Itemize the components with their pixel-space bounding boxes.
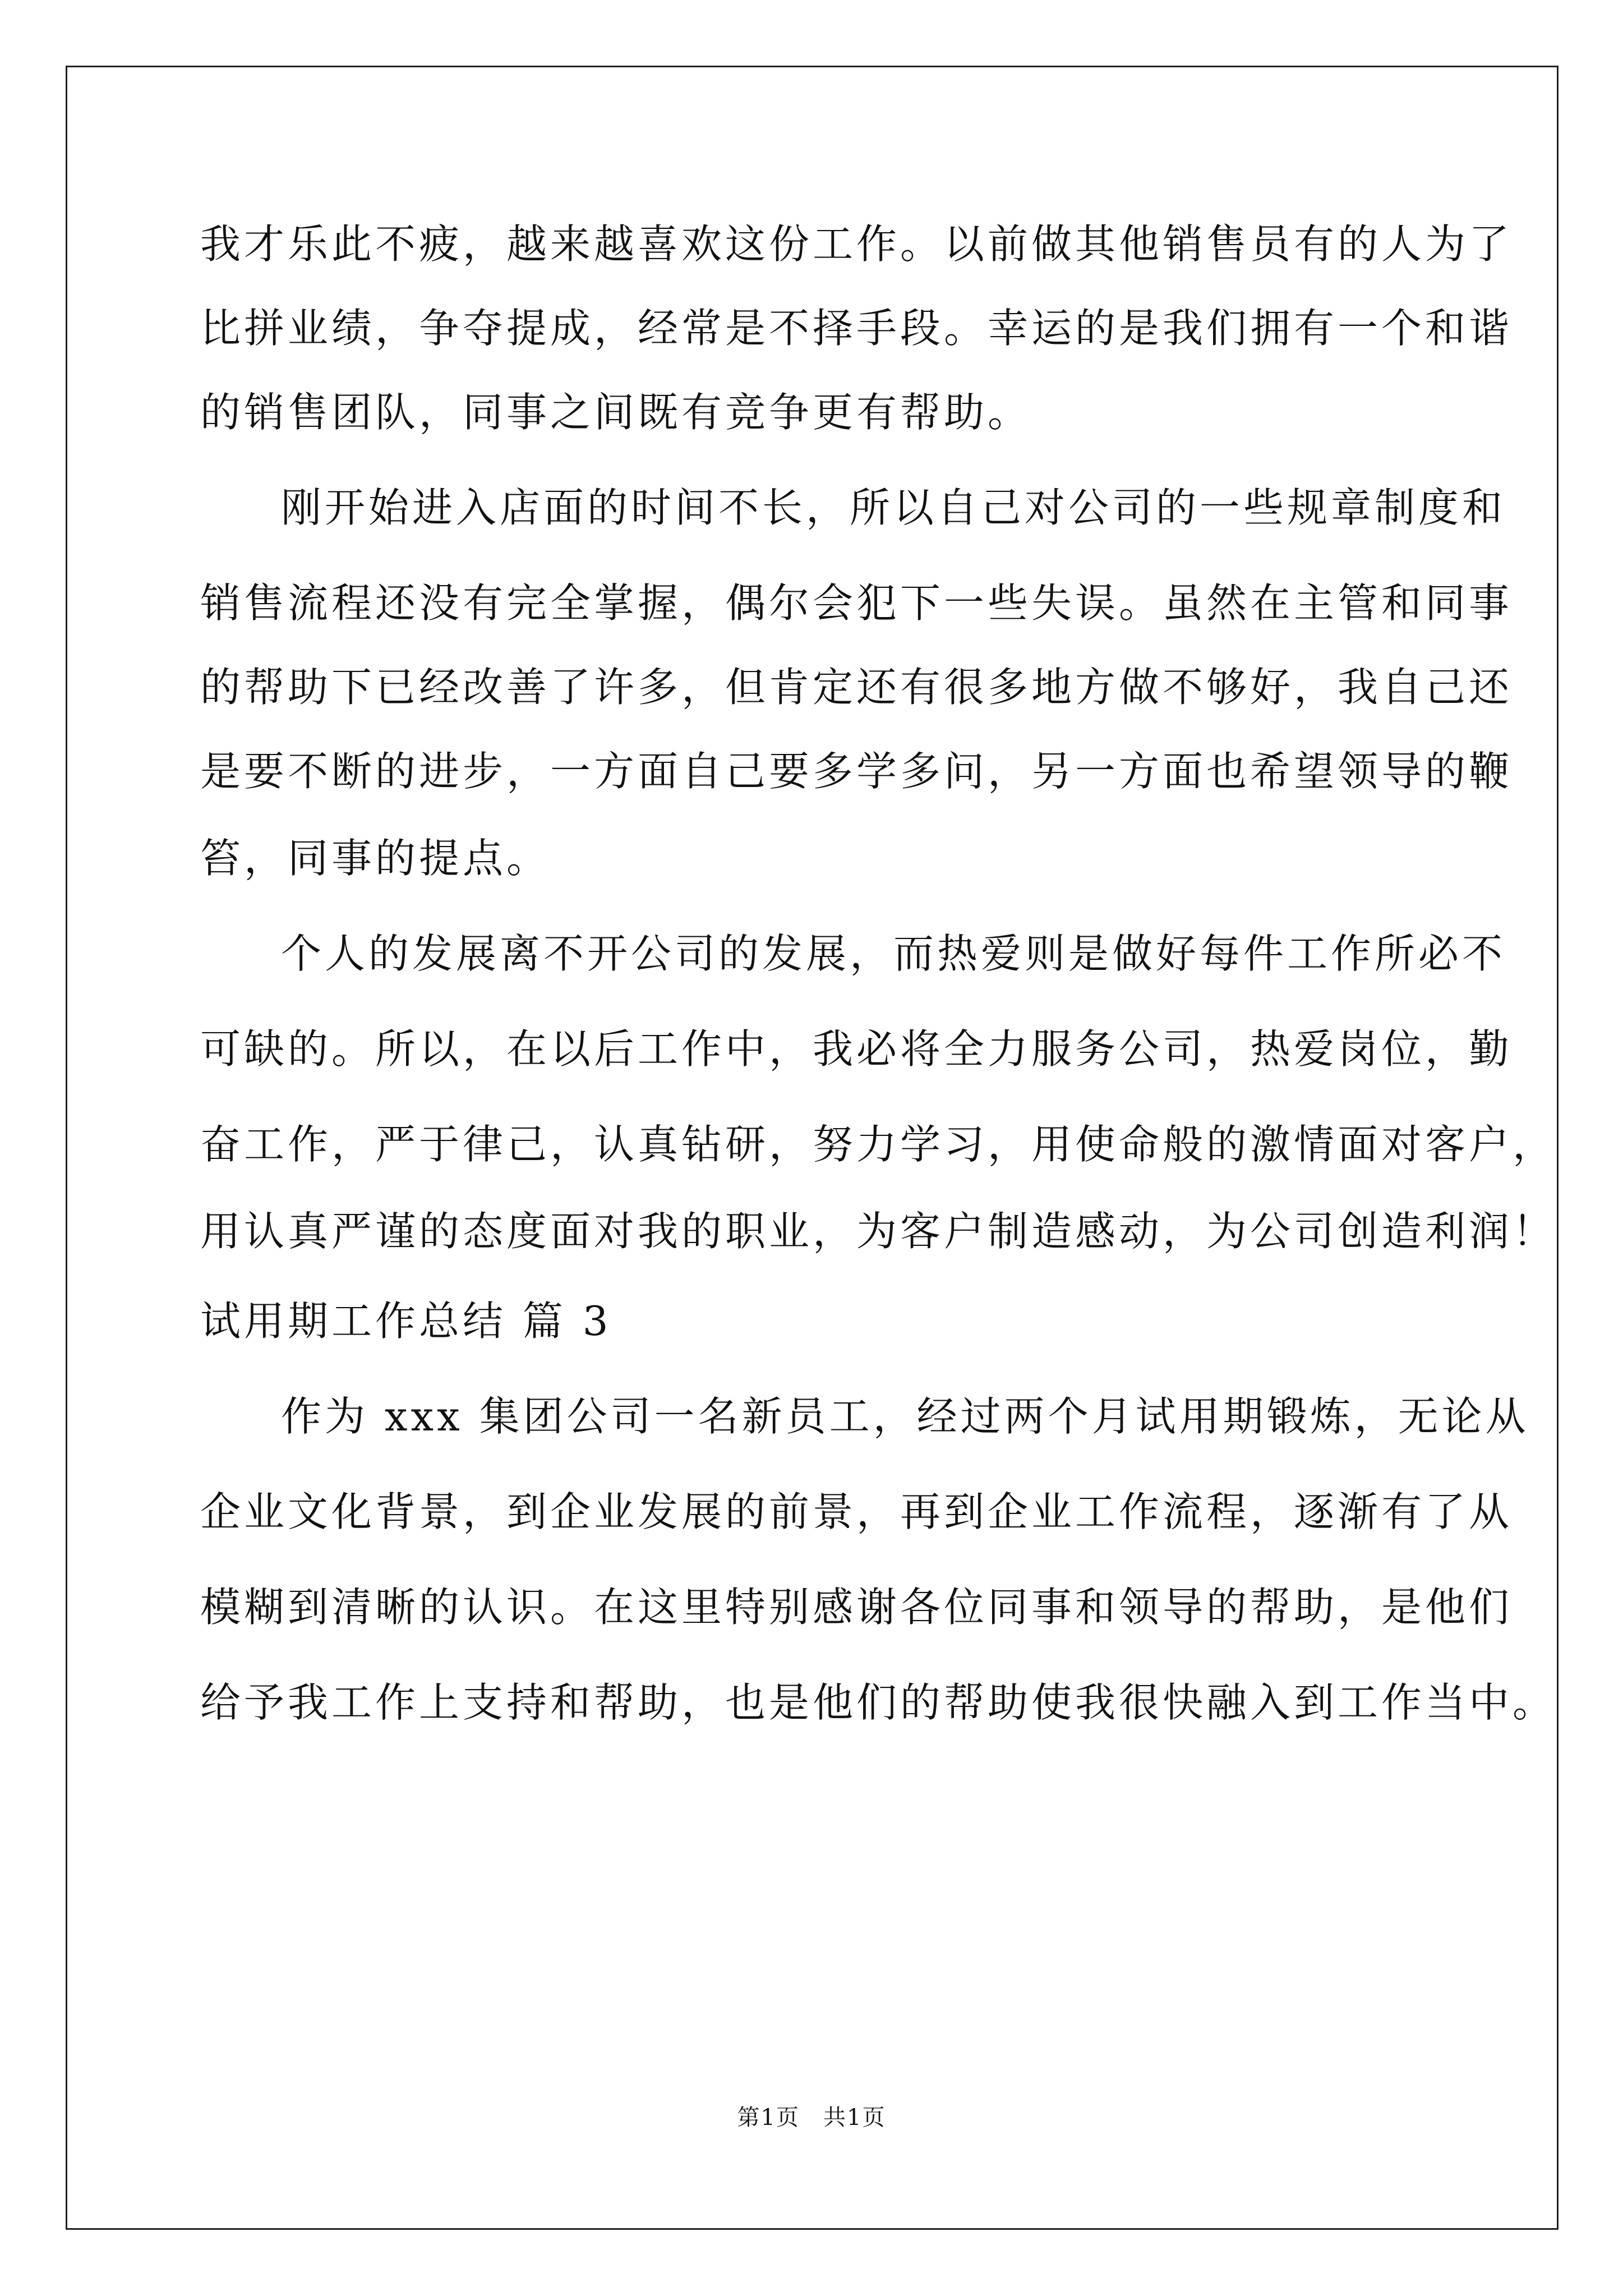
paragraph-line: 比拼业绩，争夺提成，经常是不择手段。幸运的是我们拥有一个和谐	[200, 305, 1513, 352]
page-number: 第1页 共1页	[737, 2105, 886, 2131]
paragraph-line: 的销售团队，同事之间既有竞争更有帮助。	[200, 389, 1032, 436]
paragraph-line: 模糊到清晰的认识。在这里特别感谢各位同事和领导的帮助，是他们	[200, 1584, 1513, 1631]
section-heading: 试用期工作总结 篇 3	[200, 1297, 612, 1345]
paragraph-line: 销售流程还没有完全掌握，偶尔会犯下一些失误。虽然在主管和同事	[200, 579, 1513, 627]
paragraph-line: 刚开始进入店面的时间不长，所以自己对公司的一些规章制度和	[281, 484, 1506, 531]
paragraph-line: 用认真严谨的态度面对我的职业，为客户制造感动，为公司创造利润！	[200, 1208, 1557, 1255]
paragraph-line: 奋工作，严于律己，认真钻研，努力学习，用使命般的激情面对客户，	[200, 1121, 1557, 1168]
paragraph-line: 作为 xxx 集团公司一名新员工，经过两个月试用期锻炼，无论从	[281, 1393, 1529, 1440]
paragraph-line: 我才乐此不疲，越来越喜欢这份工作。以前做其他销售员有的人为了	[200, 220, 1513, 268]
paragraph-line: 给予我工作上支持和帮助，也是他们的帮助使我很快融入到工作当中。	[200, 1679, 1557, 1726]
paragraph-line: 笞，同事的提点。	[200, 835, 551, 882]
paragraph-line: 的帮助下已经改善了许多，但肯定还有很多地方做不够好，我自己还	[200, 664, 1513, 711]
paragraph-line: 企业文化背景，到企业发展的前景，再到企业工作流程，逐渐有了从	[200, 1488, 1513, 1535]
paragraph-line: 是要不断的进步，一方面自己要多学多问，另一方面也希望领导的鞭	[200, 748, 1513, 795]
paragraph-line: 可缺的。所以，在以后工作中，我必将全力服务公司，热爱岗位，勤	[200, 1025, 1513, 1073]
paragraph-line: 个人的发展离不开公司的发展，而热爱则是做好每件工作所必不	[281, 930, 1506, 977]
